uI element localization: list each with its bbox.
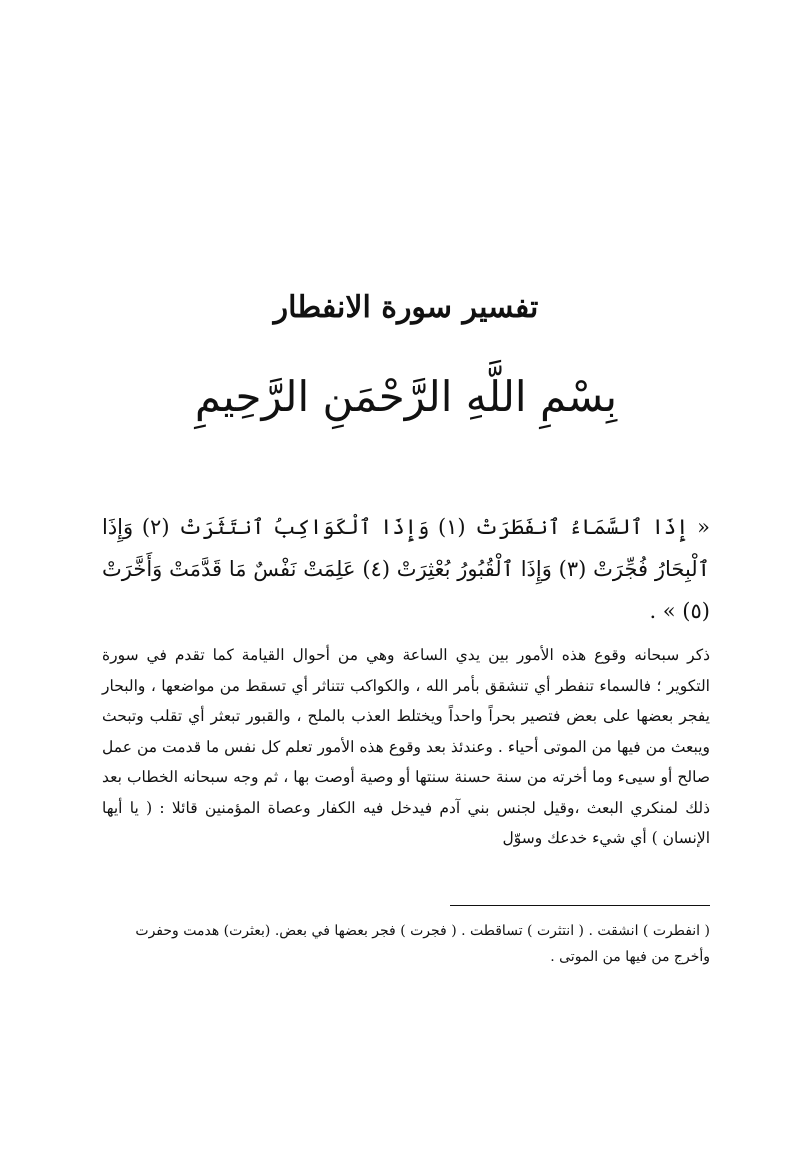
footnote-separator [450, 905, 710, 906]
quran-verses: « إِذَا ٱلسَّمَاءُ ٱنفَطَرَتْ (١) وَإِذَا ٱلْكَوَاكِبُ ٱنتَثَرَتْ (٢) وَإِذَا ٱلْبِحَارُ فُجِّرَتْ (٣) وَإِذَا ٱلْقُبُورُ بُعْثِرَتْ (٤) عَلِمَتْ نَفْسٌ مَا قَدَّمَتْ وَأَخَّرَتْ (٥) » . [102, 515, 710, 623]
surah-title: تفسير سورة الانفطار [273, 290, 539, 325]
footnote-glossary: ( انفطرت ) انشقت . ( انتثرت ) تساقطت . ( فجرت ) فجر بعضها في بعض. (بعثرت) هدمت وحفرت وأخرج من فيها من الموتى . [135, 923, 710, 965]
tafsir-commentary: ذكر سبحانه وقوع هذه الأمور بين يدي الساعة وهي من أحوال القيامة كما تقدم في سورة التكوير ؛ فالسماء تنفطر أي تنشقق بأمر الله ، والكواكب تتناثر أي تسقط من مواضعها ، والبحار يفجر بعضها على بعض فتصير بحراً واحداً ويختلط العذب بالملح ، والقبور تبعثر أي تقلب وتبحث ويبعث من فيها من الموتى أحياء . وعندئذ بعد وقوع هذه الأمور تعلم كل نفس ما قدمت من عمل صالح أو سيىء وما أخرته من سنة حسنة سنتها أو وصية أوصت بها ، ثم وجه سبحانه الخطاب بعد ذلك لمنكري البعث ،وقيل لجنس بني آدم فيدخل فيه الكفار وعصاة المؤمنين قائلا : ( يا أيها الإنسان ) أي شيء خدعك وسوّل [102, 646, 710, 847]
basmala-calligraphy: بِسْمِ اللَّهِ الرَّحْمَنِ الرَّحِيمِ [194, 372, 618, 421]
